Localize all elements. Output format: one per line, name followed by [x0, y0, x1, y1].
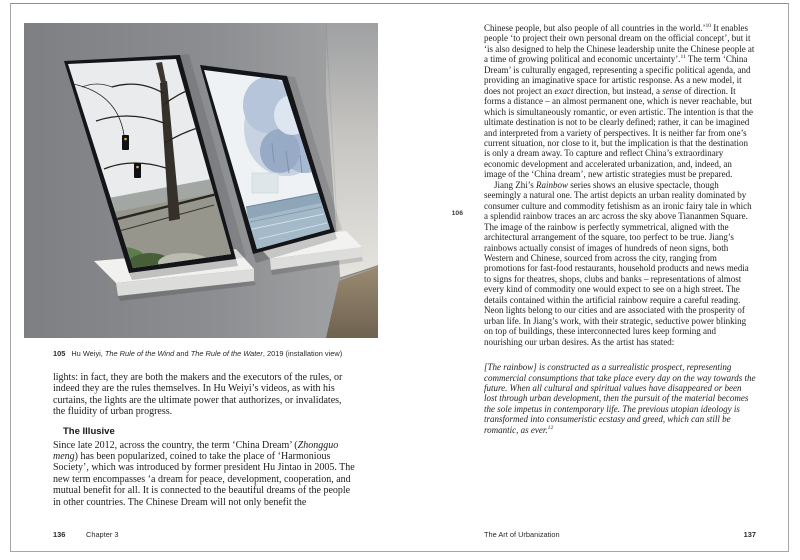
installation-photo — [24, 23, 378, 338]
footnote-marker: 10 — [705, 23, 712, 29]
page-number: 137 — [743, 530, 756, 539]
footnote-marker: 11 — [680, 54, 686, 61]
white-structure — [252, 173, 278, 193]
right-body-text — [484, 23, 756, 435]
footnote-marker: 12 — [547, 424, 554, 431]
running-title: Chapter 3 — [86, 530, 119, 539]
figure-caption: 105 Hu Weiyi, The Rule of the Wind and The Rule of the Water, 2019 (installation view) — [53, 349, 343, 358]
left-body-text — [53, 372, 355, 508]
caption-year: , 2019 (installation view) — [262, 349, 343, 358]
book-spread — [10, 3, 789, 552]
paragraph: Chinese people, but also people of all countries in the world.’$^{10}$ It enables people ‘to project their own personal dream on the official concept’, but it ‘is also designed to help the Chinese leadership unite the Chinese people at a time of growing political and economic uncertainty’.$^{11}$ The term ‘China Dream’ is culturally engaged, representing a specific political agenda, and providing an imaginative space for artistic response. As a new model, it does not project an exact direction, but instead, a sense of direction. It forms a distance – an almost permanent one, which is never reachable, but which is simultaneously romantic, or even artistic. The intention is that the ultimate destination is not to be clearly defined; rather, it can be imagined and interpreted from a variety of perspectives. It is neither far from one’s current situation, nor close to it, but the implication is that the destination is only a dream away. To capture and reflect China’s extraordinary economic development and accelerated urbanization, and, indeed, an image of the ‘China dream’, new artistic strategies must be prepared. — [484, 23, 755, 180]
block-quote: [The rainbow] is constructed as a surrealistic prospect, representing commercial consumptions that take place every day on the way towards the future. When all cultural and spiritual values have disappeared or been lost through urban development, then the pursuit of the material becomes the sole impetus in contemporary life. The previous utopian ideology is transformed into consumeristic ecstasy and greed, which can still be romantic, as ever.$^{12}$ — [484, 362, 756, 435]
caption-title-wind: The Rule of the Wind — [104, 349, 175, 358]
paragraph: lights: in fact, they are both the makers and the executors of the rules, or indeed they are the rules themselves. In Hu Weiyi’s videos, as with his curtains, the lights are the ultimate power that authorizes, or invalidates, the fluidity of urban progress. — [53, 372, 343, 418]
page-number: 136 — [53, 530, 66, 539]
foreign-term: Zhongguo meng — [53, 439, 339, 463]
right-footer — [484, 530, 756, 539]
figure-reference-number: 106 — [451, 210, 463, 217]
left-footer — [53, 530, 118, 539]
caption-artist: Hu Weiyi, — [71, 349, 105, 358]
caption-title-water: The Rule of the Water — [190, 349, 263, 358]
running-title: The Art of Urbanization — [484, 530, 560, 539]
paragraph: Jiang Zhi’s Rainbow series shows an elusive spectacle, though seemingly a natural one. The artist depicts an urban reality dominated by consumer culture and commodity fetishism as an ironic fairy tale in which a splendid rainbow traces an arc across the sky above Tiananmen Square. The image of the rainbow is perfectly symmetrical, aligned with the architectural arrangement of the square, too perfect to be true. Jiang’s rainbows actually consist of images of hundreds of neon signs, both Western and Chinese, sourced from across the city, ranging from promotions for fast-food restaurants, household products and news media to signs for theatres, shops, clubs and banks – representations of almost every kind of commodity one would expect to see on a high street. The details contained within the artificial rainbow require a careful reading. Neon lights belong to our cities and are associated with the prosperity of urban life. In Jiang’s work, with their strategic, seductive power blinking on top of buildings, these interconnected lures keep forming and nourishing our urban desires. As the artist has stated: — [484, 179, 752, 347]
figure-number: 105 — [53, 349, 66, 358]
series-title: Rainbow — [536, 179, 569, 190]
section-heading: The Illusive — [63, 425, 115, 437]
paragraph: Since late 2012, across the country, the term ‘China Dream’ (Zhongguo meng) has been popularized, coined to take the place of ‘Harmonious Society’, which was introduced by former president Hu Jintao in 2005. The new term encompasses ‘a dream for peace, development, cooperation, and mutual benefit for all. It is connected to the beautiful dreams of the people in other countries. The Chinese Dream will not only benefit the — [53, 439, 355, 508]
